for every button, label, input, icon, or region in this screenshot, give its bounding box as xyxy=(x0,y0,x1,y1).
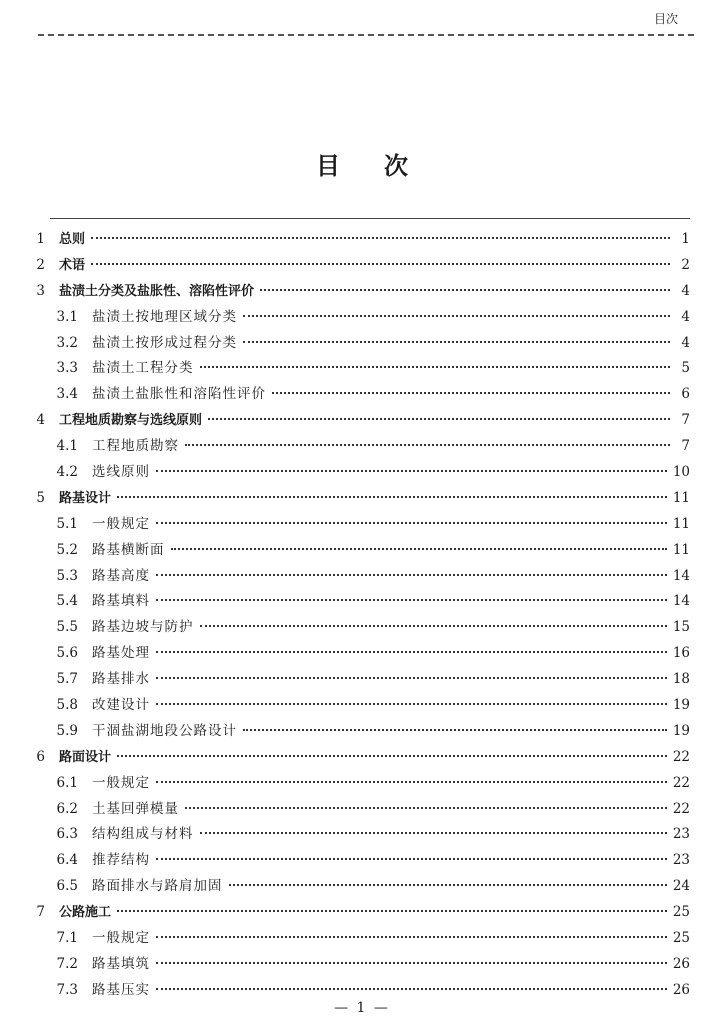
toc-entry-number: 4.2 xyxy=(56,464,78,481)
toc-entry[interactable] xyxy=(30,512,690,538)
toc-entry[interactable] xyxy=(30,279,690,305)
toc-entry[interactable] xyxy=(30,745,690,771)
toc-dot-leader xyxy=(156,703,667,705)
toc-entry-title: 术语 xyxy=(59,257,86,273)
toc-entry-page: 2 xyxy=(681,256,690,273)
toc-entry-title: 工程地质勘察 xyxy=(92,438,179,455)
toc-entry-title: 公路施工 xyxy=(59,905,112,921)
toc-entry-number: 5.7 xyxy=(56,671,78,688)
toc-dot-leader xyxy=(156,781,667,783)
toc-entry-title: 结构组成与材料 xyxy=(92,826,194,843)
toc-entry[interactable] xyxy=(30,693,690,719)
toc-entry-page: 10 xyxy=(672,464,690,481)
toc-entry-title: 一般规定 xyxy=(92,930,150,947)
toc-entry-title: 路基排水 xyxy=(92,671,150,688)
toc-entry[interactable] xyxy=(30,615,690,641)
toc-dot-leader xyxy=(156,651,667,653)
toc-entry-title: 路基处理 xyxy=(92,645,150,662)
toc-entry-number: 5.5 xyxy=(56,619,78,636)
toc-entry-number: 7.3 xyxy=(56,981,78,998)
toc-entry-page: 26 xyxy=(672,955,690,972)
toc-entry-number: 5.6 xyxy=(56,645,78,662)
toc-dot-leader xyxy=(91,237,670,239)
toc-entry-number: 6.4 xyxy=(56,852,78,869)
toc-dot-leader xyxy=(156,962,667,964)
toc-entry-number: 5.3 xyxy=(56,567,78,584)
toc-entry[interactable] xyxy=(30,848,690,874)
toc-dot-leader xyxy=(156,858,667,860)
toc-entry-number: 6.2 xyxy=(56,800,78,817)
toc-entry-page: 14 xyxy=(672,567,690,584)
toc-dot-leader xyxy=(156,988,667,990)
footer-page-number: — 1 — xyxy=(334,1000,390,1016)
toc-entry[interactable] xyxy=(30,331,690,357)
toc-entry-page: 25 xyxy=(672,930,690,947)
toc-entry-number: 1 xyxy=(36,231,45,247)
toc-entry[interactable] xyxy=(30,926,690,952)
toc-dot-leader xyxy=(200,625,667,627)
toc-dot-leader xyxy=(156,574,667,576)
toc-entry-title: 盐渍土盐胀性和溶陷性评价 xyxy=(92,386,266,403)
toc-entry[interactable] xyxy=(30,486,690,512)
toc-entry-title: 盐渍土工程分类 xyxy=(92,360,194,377)
toc-entry-number: 3 xyxy=(36,282,45,299)
toc-entry[interactable] xyxy=(30,641,690,667)
toc-entry-number: 5.4 xyxy=(56,593,78,610)
toc-entry-page: 4 xyxy=(681,308,690,325)
toc-entry[interactable] xyxy=(30,771,690,797)
toc-dot-leader xyxy=(260,289,670,291)
toc-entry-number: 3.2 xyxy=(56,334,78,351)
toc-dot-leader xyxy=(171,548,667,550)
toc-entry-page: 5 xyxy=(681,360,690,377)
header-rule xyxy=(38,34,694,36)
toc-entry-page: 18 xyxy=(672,671,690,688)
toc-entry-title: 路基边坡与防护 xyxy=(92,619,194,636)
toc-entry[interactable] xyxy=(30,564,690,590)
toc-dot-leader xyxy=(156,936,667,938)
toc-dot-leader xyxy=(156,470,667,472)
toc-dot-leader xyxy=(185,444,670,446)
toc-entry-title: 一般规定 xyxy=(92,774,150,791)
toc-entry-title: 路基高度 xyxy=(92,567,150,584)
toc-entry-page: 23 xyxy=(672,852,690,869)
toc-dot-leader xyxy=(208,418,670,420)
toc-entry-number: 5.8 xyxy=(56,697,78,714)
toc-entry-title: 干涸盐湖地段公路设计 xyxy=(92,722,237,739)
toc-entry-page: 22 xyxy=(672,774,690,791)
toc-entry[interactable] xyxy=(30,460,690,486)
toc-entry-page: 19 xyxy=(672,697,690,714)
toc-dot-leader xyxy=(156,599,667,601)
toc-entry-title: 选线原则 xyxy=(92,464,150,481)
toc-entry-page: 4 xyxy=(681,282,690,299)
toc-top-rule xyxy=(50,218,690,219)
toc-entry-title: 推荐结构 xyxy=(92,852,150,869)
toc-entry-page: 1 xyxy=(681,231,690,247)
toc-entry-title: 盐渍土分类及盐胀性、溶陷性评价 xyxy=(59,283,255,299)
toc-entry-page: 4 xyxy=(681,334,690,351)
toc-entry-title: 路基横断面 xyxy=(92,541,165,558)
toc-dot-leader xyxy=(117,496,667,498)
toc-entry-title: 路基填料 xyxy=(92,593,150,610)
toc-entry-title: 路基填筑 xyxy=(92,955,150,972)
toc-entry[interactable] xyxy=(30,227,690,253)
toc-entry-title: 路基设计 xyxy=(59,490,112,506)
toc-dot-leader xyxy=(156,522,667,524)
toc-entry[interactable] xyxy=(30,434,690,460)
toc-entry[interactable] xyxy=(30,822,690,848)
toc-entry-number: 3.3 xyxy=(56,360,78,377)
toc-entry[interactable] xyxy=(30,667,690,693)
toc-dot-leader xyxy=(243,341,670,343)
toc-entry-page: 11 xyxy=(672,489,690,506)
toc-entry-title: 工程地质勘察与选线原则 xyxy=(59,413,203,429)
toc-entry[interactable] xyxy=(30,305,690,331)
toc-entry-title: 路面设计 xyxy=(59,749,112,765)
toc-entry-page: 7 xyxy=(681,438,690,455)
toc-dot-leader xyxy=(117,910,667,912)
toc-entry-number: 3.4 xyxy=(56,386,78,403)
toc-entry[interactable] xyxy=(30,538,690,564)
toc-entry-page: 14 xyxy=(672,593,690,610)
toc-entry-title: 土基回弹模量 xyxy=(92,800,179,817)
toc-entry[interactable] xyxy=(30,797,690,823)
toc-entry-title: 盐渍土按形成过程分类 xyxy=(92,334,237,351)
toc-entry[interactable] xyxy=(30,253,690,279)
toc-entry[interactable] xyxy=(30,719,690,745)
page-title: 目次 xyxy=(316,152,452,180)
toc-entry-page: 19 xyxy=(672,722,690,739)
toc-entry-page: 15 xyxy=(672,619,690,636)
toc-entry-page: 6 xyxy=(681,386,690,403)
toc-entry-page: 16 xyxy=(672,645,690,662)
toc-entry-number: 2 xyxy=(36,256,45,273)
toc-entry-number: 5.9 xyxy=(56,722,78,739)
toc-entry-number: 6 xyxy=(36,748,45,765)
toc-entry[interactable] xyxy=(30,900,690,926)
toc-dot-leader xyxy=(272,392,670,394)
toc-dot-leader xyxy=(243,729,667,731)
toc-entry-number: 5 xyxy=(36,489,45,506)
toc-entry-number: 5.2 xyxy=(56,541,78,558)
toc-entry-page: 25 xyxy=(672,904,690,921)
toc-entry[interactable] xyxy=(30,874,690,900)
toc-entry-page: 22 xyxy=(672,748,690,765)
toc-entry-title: 改建设计 xyxy=(92,697,150,714)
toc-entry-number: 7.1 xyxy=(56,930,78,947)
toc-entry[interactable] xyxy=(30,589,690,615)
toc-entry-page: 11 xyxy=(672,515,690,532)
toc-entry-number: 4 xyxy=(36,412,45,429)
toc-entry[interactable] xyxy=(30,382,690,408)
table-of-contents xyxy=(30,227,690,1004)
toc-entry[interactable] xyxy=(30,952,690,978)
toc-entry-number: 7.2 xyxy=(56,955,78,972)
toc-entry-number: 4.1 xyxy=(56,438,78,455)
toc-dot-leader xyxy=(200,366,671,368)
toc-dot-leader xyxy=(200,832,667,834)
toc-entry-title: 总则 xyxy=(59,232,86,247)
toc-dot-leader xyxy=(229,884,667,886)
toc-entry-page: 22 xyxy=(672,800,690,817)
toc-dot-leader xyxy=(156,677,667,679)
toc-entry-page: 26 xyxy=(672,981,690,998)
toc-dot-leader xyxy=(117,755,667,757)
toc-entry-title: 路面排水与路肩加固 xyxy=(92,878,223,895)
toc-entry[interactable] xyxy=(30,356,690,382)
toc-dot-leader xyxy=(185,807,667,809)
toc-entry-number: 6.5 xyxy=(56,878,78,895)
running-header-label: 目次 xyxy=(653,12,678,26)
toc-entry-page: 23 xyxy=(672,826,690,843)
toc-entry-page: 24 xyxy=(672,878,690,895)
toc-entry-number: 6.1 xyxy=(56,774,78,791)
toc-entry-page: 7 xyxy=(681,412,690,429)
toc-entry-title: 路基压实 xyxy=(92,981,150,998)
toc-entry-number: 6.3 xyxy=(56,826,78,843)
toc-entry-title: 一般规定 xyxy=(92,515,150,532)
toc-entry[interactable] xyxy=(30,408,690,434)
toc-entry-number: 5.1 xyxy=(56,515,78,532)
toc-entry-number: 7 xyxy=(36,904,45,921)
toc-entry-title: 盐渍土按地理区域分类 xyxy=(92,308,237,325)
toc-entry-number: 3.1 xyxy=(56,308,78,325)
toc-dot-leader xyxy=(91,263,670,265)
toc-dot-leader xyxy=(243,315,670,317)
toc-entry-page: 11 xyxy=(672,541,690,558)
